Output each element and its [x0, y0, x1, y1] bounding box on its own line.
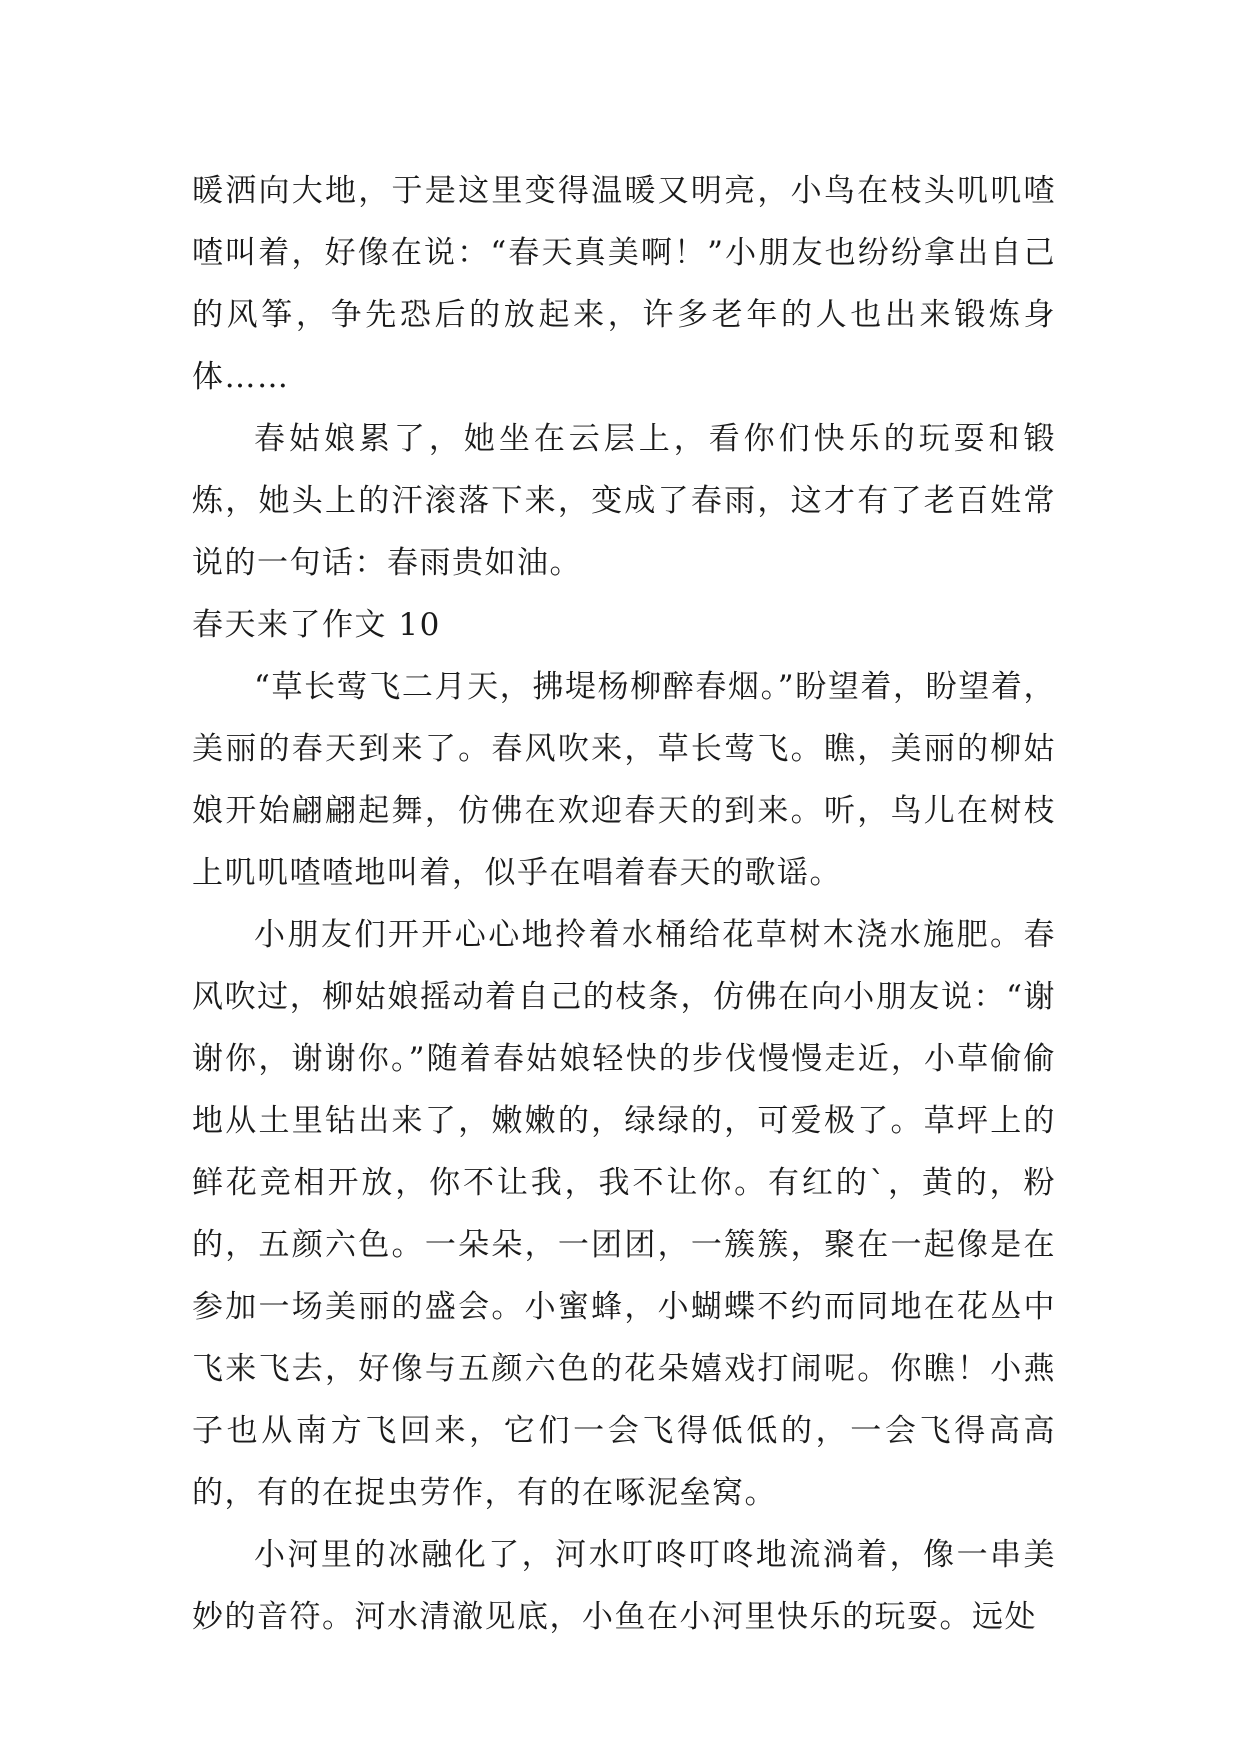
- paragraph-3: “草长莺飞二月天，拂堤杨柳醉春烟。”盼望着，盼望着，美丽的春天到来了。春风吹来，草长莺飞。瞧，美丽的柳姑娘开始翩翩起舞，仿佛在欢迎春天的到来。听，鸟儿在树枝上叽叽喳喳地叫着，似乎在唱着春天的歌谣。: [192, 669, 1056, 891]
- paragraph-2: 春姑娘累了，她坐在云层上，看你们快乐的玩耍和锻炼，她头上的汗滚落下来，变成了春雨，这才有了老百姓常说的一句话：春雨贵如油。: [192, 421, 1056, 581]
- paragraph-1: 暖洒向大地，于是这里变得温暖又明亮，小鸟在枝头叽叽喳喳叫着，好像在说：“春天真美啊！”小朋友也纷纷拿出自己的风筝，争先恐后的放起来，许多老年的人也出来锻炼身体……: [192, 173, 1056, 395]
- section-title: 春天来了作文 10: [192, 607, 441, 643]
- paragraph-5: 小河里的冰融化了，河水叮咚叮咚地流淌着，像一串美妙的音符。河水清澈见底，小鱼在小河里快乐的玩耍。远处: [192, 1537, 1056, 1635]
- document-body: [192, 160, 1056, 1648]
- paragraph-4: 小朋友们开开心心地拎着水桶给花草树木浇水施肥。春风吹过，柳姑娘摇动着自己的枝条，仿佛在向小朋友说：“谢谢你，谢谢你。”随着春姑娘轻快的步伐慢慢走近，小草偷偷地从土里钻出来了，嫩嫩的，绿绿的，可爱极了。草坪上的鲜花竞相开放，你不让我，我不让你。有红的`，黄的，粉的，五颜六色。一朵朵，一团团，一簇簇，聚在一起像是在参加一场美丽的盛会。小蜜蜂，小蝴蝶不约而同地在花丛中飞来飞去，好像与五颜六色的花朵嬉戏打闹呢。你瞧！小燕子也从南方飞回来，它们一会飞得低低的，一会飞得高高的，有的在捉虫劳作，有的在啄泥垒窝。: [192, 917, 1056, 1511]
